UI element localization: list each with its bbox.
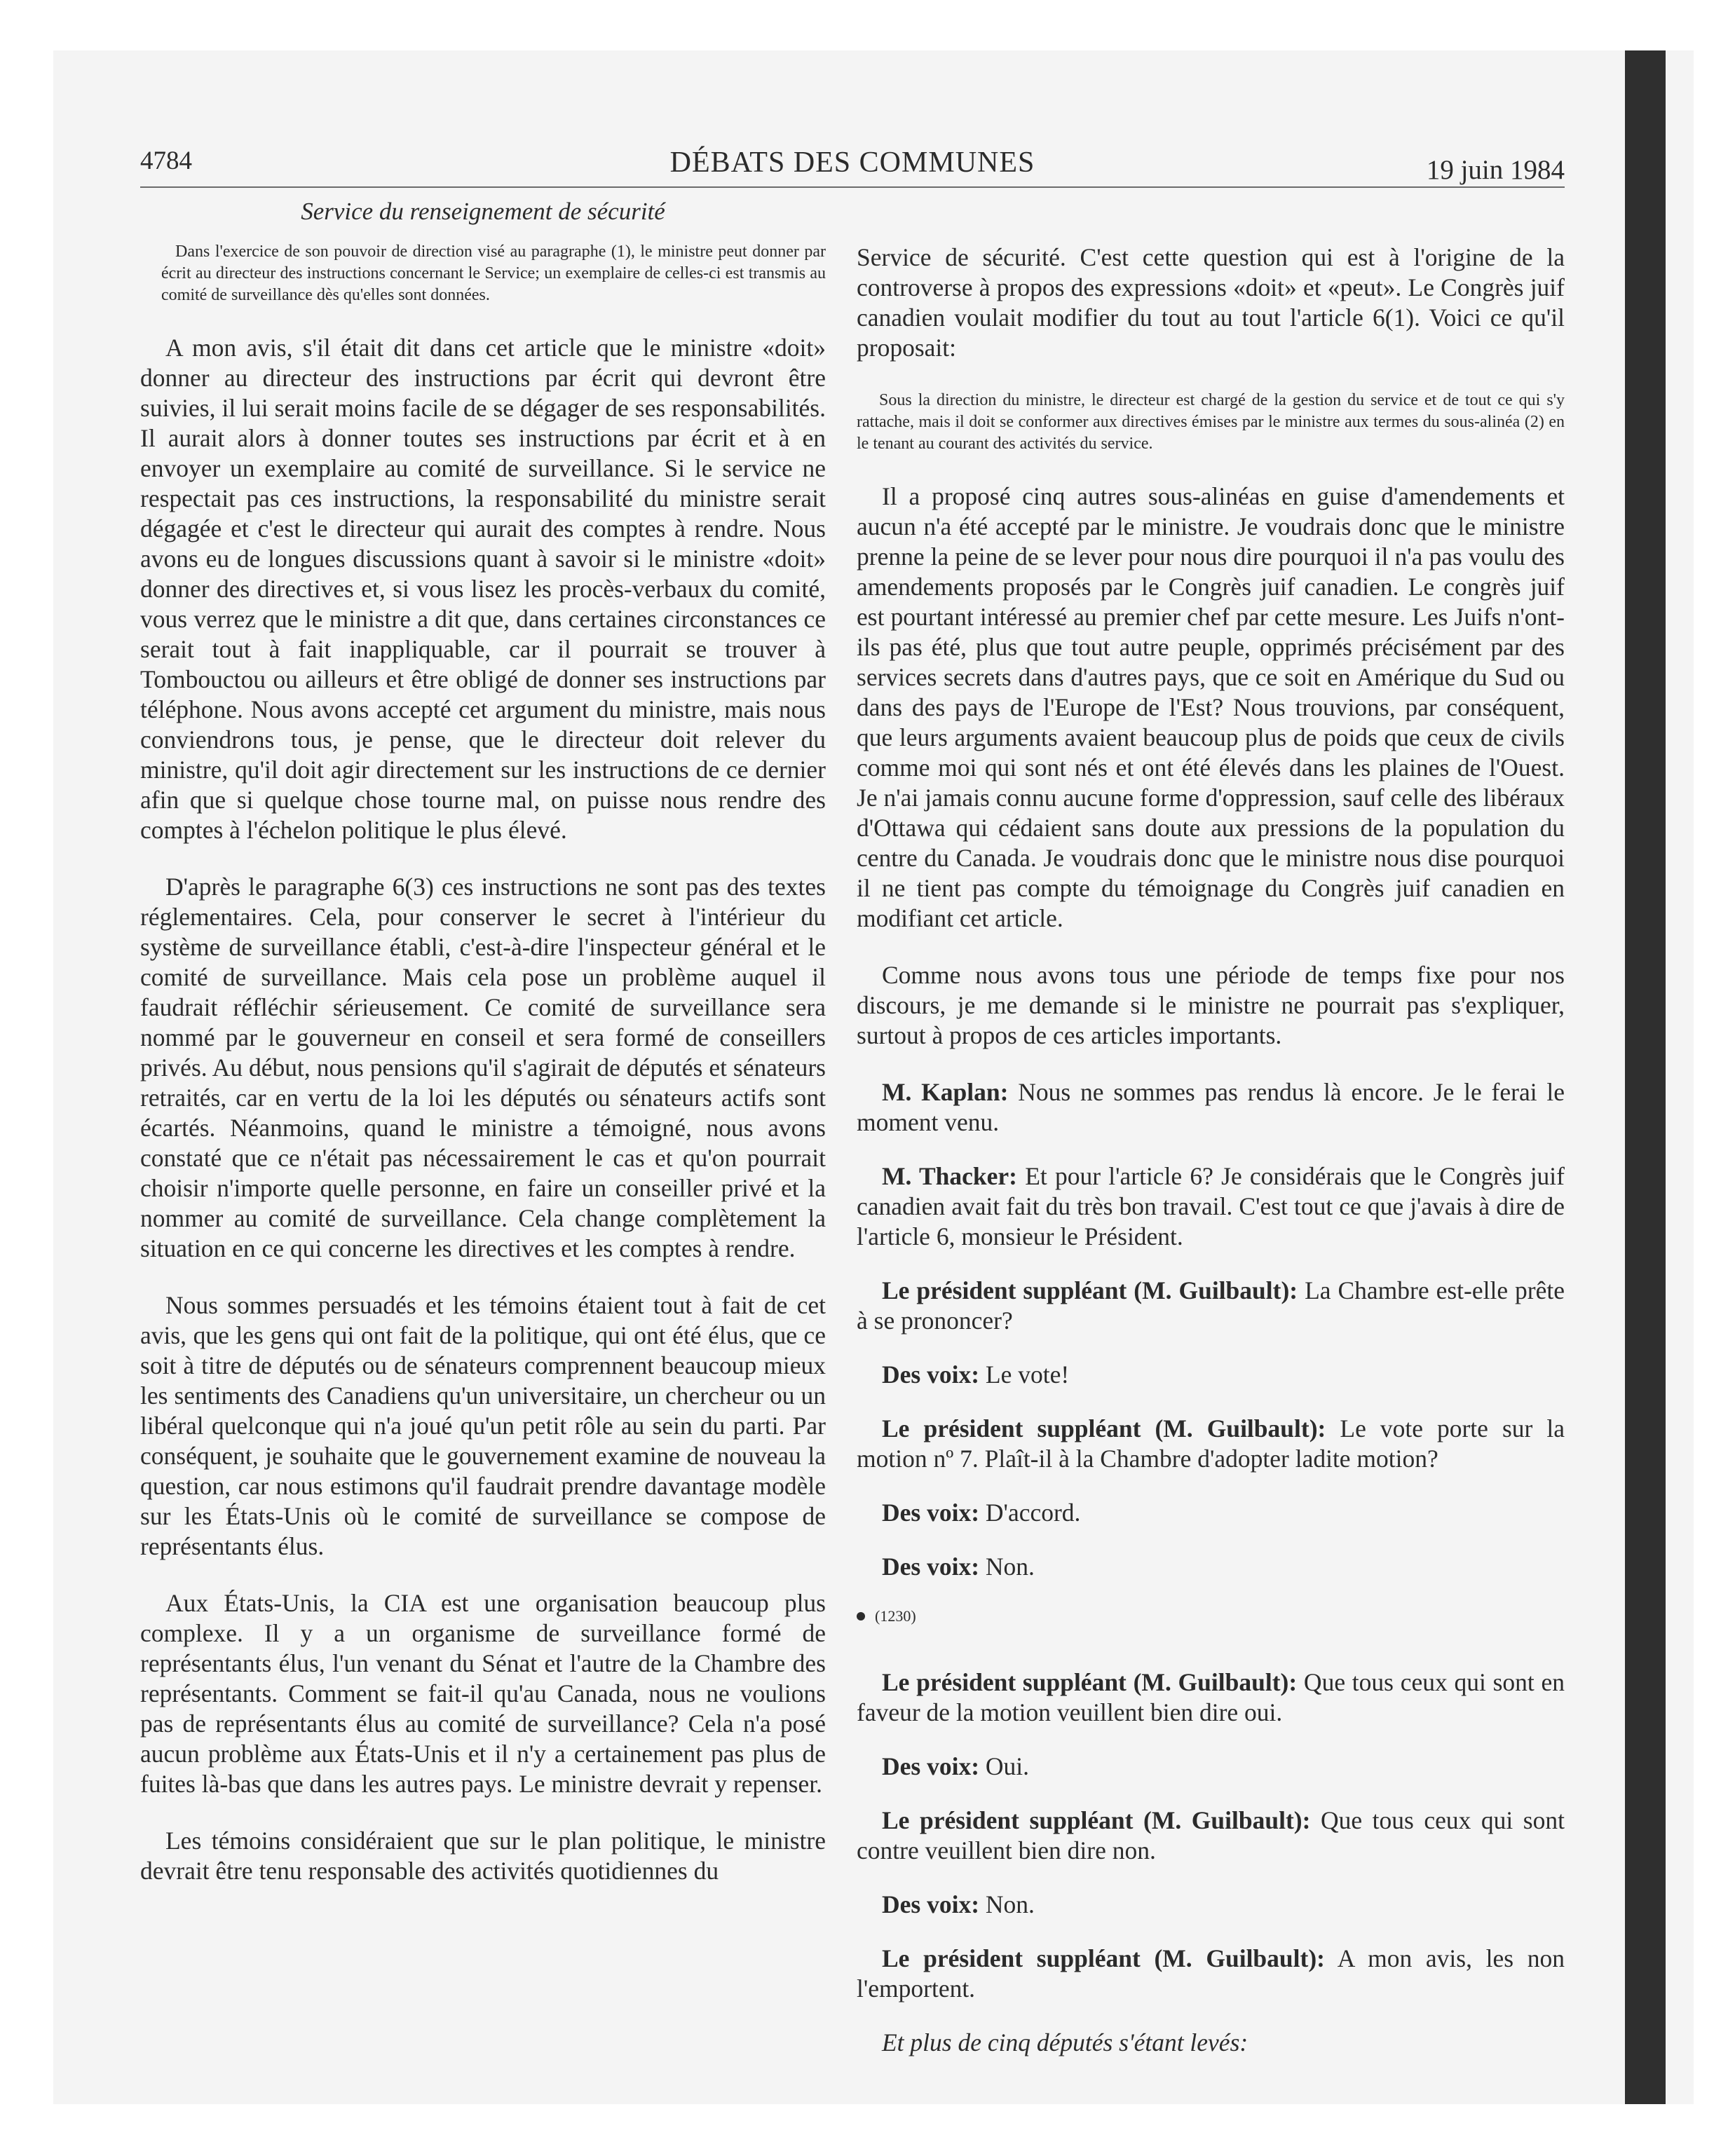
speech-text: D'accord.	[979, 1499, 1081, 1527]
speaker-name: Le président suppléant (M. Guilbault):	[882, 1414, 1326, 1442]
speech-text: Nous ne sommes pas rendus là encore. Je le ferai le moment venu.	[857, 1078, 1565, 1136]
speech-text: La Chambre est-elle prête à se prononcer?	[857, 1276, 1565, 1335]
quoted-amendment: Sous la direction du ministre, le directeur est chargé de la gestion du service et de tout ce qui s'y rattache, mais il doit se conformer aux directives émises par le ministre aux termes du sous-alinéa (2) en le tenant au courant des activités du service.	[857, 391, 1565, 453]
speech-entry	[857, 1360, 1565, 1390]
timestamp-marker	[857, 1606, 1565, 1627]
publication-date: 19 juin 1984	[1426, 155, 1565, 185]
speech-text: Oui.	[979, 1752, 1030, 1780]
speaker-name: Des voix:	[882, 1890, 980, 1918]
scan-edge-bar	[1625, 50, 1666, 2104]
speech-entry	[857, 1752, 1565, 1782]
right-column	[857, 243, 1565, 2085]
speech-text: A mon avis, les non l'emportent.	[857, 1944, 1565, 2003]
speaker-name: Le président suppléant (M. Guilbault):	[882, 1276, 1298, 1304]
speaker-name: Le président suppléant (M. Guilbault):	[882, 1668, 1298, 1696]
paragraph: A mon avis, s'il était dit dans cet article que le ministre «doit» donner au directeur des instructions par écrit qui devront être suivies, il lui serait moins facile de se dégager de ses responsabilités. Il aurait alors à donner toutes ses instructions par écrit et à en envoyer un exemplaire au comité de surveillance. Si le service ne respectait pas ces instructions, la responsabilité du ministre serait dégagée et c'est le directeur qui aurait des comptes à rendre. Nous avons eu de longues discussions quant à savoir si le ministre «doit» donner des directives et, si vous lisez les procès-verbaux du comité, vous verrez que le ministre a dit que, dans certaines circonstances ce serait tout à fait inappliquable, car il pourrait se trouver à Tombouctou ou ailleurs et être obligé de donner ses instructions par téléphone. Nous avons accepté cet argument du ministre, mais nous conviendrons tous, je pense, que le directeur doit relever du ministre, qu'il doit agir directement sur les instructions de ce dernier afin que si quelque chose tourne mal, on puisse nous rendre des comptes à l'échelon politique le plus élevé.	[140, 334, 826, 844]
speaker-name: Le président suppléant (M. Guilbault):	[882, 1944, 1325, 1972]
publication-title: DÉBATS DES COMMUNES	[669, 146, 1035, 179]
speech-text: Que tous ceux qui sont contre veuillent bien dire non.	[857, 1806, 1565, 1864]
speech-entry	[857, 1077, 1565, 1138]
timestamp: (1230)	[875, 1607, 916, 1625]
speech-entry	[857, 1890, 1565, 1920]
speech-entry	[857, 1552, 1565, 1582]
quoted-section-title: Service du renseignement de sécurité	[301, 198, 665, 225]
page-number: 4784	[140, 146, 192, 175]
paragraph: D'après le paragraphe 6(3) ces instructions ne sont pas des textes réglementaires. Cela, pour conserver le secret à l'intérieur du système de surveillance établi, c'est-à-dire l'inspecteur général et le comité de surveillance. Mais cela pose un problème auquel il faudrait réfléchir sérieusement. Ce comité de surveillance sera nommé par le gouverneur en conseil et sera formé de conseillers privés. Au début, nous pensions qu'il s'agirait de députés et sénateurs retraités, car en vertu de la loi les députés ou sénateurs actifs sont écartés. Néanmoins, quand le ministre a témoigné, nous avons constaté que ce n'était pas nécessairement le cas et qu'on pourrait choisir n'importe quelle personne, en faire un conseiller privé et la nommer au comité de surveillance. Cela change complètement la situation en ce qui concerne les directives et les comptes à rendre.	[140, 873, 826, 1262]
paragraph: Il a proposé cinq autres sous-alinéas en guise d'amendements et aucun n'a été accepté par le ministre. Je voudrais donc que le ministre prenne la peine de se lever pour nous dire pourquoi il n'a pas voulu des amendements proposés par le Congrès juif canadien. Le congrès juif est pourtant intéressé au premier chef par cette mesure. Les Juifs n'ont-ils pas été, plus que tout autre peuple, opprimés précisément par des services secrets dans d'autres pays, que ce soit en Amérique du Sud ou dans des pays de l'Europe de l'Est? Nous trouvions, par conséquent, que leurs arguments avaient beaucoup plus de poids que ceux de civils comme moi qui sont nés et ont été élevés dans les plaines de l'Ouest. Je n'ai jamais connu aucune forme d'oppression, sauf celle des libéraux d'Ottawa qui cédaient sans doute aux pressions de la population du centre du Canada. Je voudrais donc que le ministre nous dise pourquoi il ne tient pas compte du témoignage du Congrès juif canadien en modifiant cet article.	[857, 482, 1565, 932]
closing-procedural-note: Et plus de cinq députés s'étant levés:	[882, 2028, 1248, 2056]
speech-entry	[857, 1276, 1565, 1336]
paragraph: Aux États-Unis, la CIA est une organisation beaucoup plus complexe. Il y a un organisme de surveillance formé de représentants élus, l'un venant du Sénat et l'autre de la Chambre des représentants. Comment se fait-il qu'au Canada, nous ne voulions pas de représentants élus au comité de surveillance? Cela n'a posé aucun problème aux États-Unis et il n'y a certainement pas plus de fuites là-bas que dans les autres pays. Le ministre devrait y repenser.	[140, 1589, 826, 1798]
paragraph: Les témoins considéraient que sur le plan politique, le ministre devrait être tenu responsable des activités quotidiennes du	[140, 1827, 826, 1885]
speaker-name: Des voix:	[882, 1752, 980, 1780]
speech-entry	[857, 1414, 1565, 1474]
speech-text: Non.	[979, 1890, 1035, 1918]
bullet-icon	[857, 1612, 865, 1621]
paragraph-continued: Service de sécurité. C'est cette question qui est à l'origine de la controverse à propos des expressions «doit» et «peut». Le Congrès juif canadien voulait modifier du tout au tout l'article 6(1). Voici ce qu'il proposait:	[857, 243, 1565, 362]
page-header	[140, 142, 1565, 188]
speaker-name: M. Kaplan:	[882, 1078, 1009, 1106]
paragraph: Nous sommes persuadés et les témoins étaient tout à fait de cet avis, que les gens qui ont fait de la politique, qui ont été élus, que ce soit à titre de députés ou de sénateurs comprennent beaucoup mieux les sentiments des Canadiens qu'un universitaire, un chercheur ou un libéral quelconque qui n'a joué qu'un petit rôle au sein du parti. Par conséquent, je souhaite que le gouvernement examine de nouveau la question, car nous estimons qu'il faudrait prendre davantage modèle sur les États-Unis où le comité de surveillance se compose de représentants élus.	[140, 1291, 826, 1560]
speech-entry	[857, 1806, 1565, 1866]
paragraph: Comme nous avons tous une période de temps fixe pour nos discours, je me demande si le ministre ne pourrait pas s'expliquer, surtout à propos de ces articles importants.	[857, 961, 1565, 1049]
speech-text: Le vote porte sur la motion nº 7. Plaît-il à la Chambre d'adopter ladite motion?	[857, 1414, 1565, 1473]
left-column	[140, 198, 826, 1913]
speaker-name: Le président suppléant (M. Guilbault):	[882, 1806, 1311, 1834]
speaker-name: Des voix:	[882, 1553, 980, 1581]
speech-text: Non.	[979, 1553, 1035, 1581]
speaker-name: Des voix:	[882, 1360, 980, 1389]
quoted-provision: Dans l'exercice de son pouvoir de direction visé au paragraphe (1), le ministre peut donner par écrit au directeur des instructions concernant le Service; un exemplaire de celles-ci est transmis au comité de surveillance dès qu'elles sont données.	[161, 243, 826, 304]
speaker-name: M. Thacker:	[882, 1162, 1017, 1190]
speech-text: Que tous ceux qui sont en faveur de la motion veuillent bien dire oui.	[857, 1668, 1565, 1726]
speech-entry	[857, 1944, 1565, 2004]
speaker-name: Des voix:	[882, 1499, 980, 1527]
speech-entry	[857, 1161, 1565, 1252]
speech-entry	[857, 1498, 1565, 1528]
speech-text: Et pour l'article 6? Je considérais que le Congrès juif canadien avait fait du très bon travail. C'est tout ce que j'avais à dire de l'article 6, monsieur le Président.	[857, 1162, 1565, 1250]
speech-entry	[857, 1667, 1565, 1728]
speech-text: Le vote!	[979, 1360, 1070, 1389]
